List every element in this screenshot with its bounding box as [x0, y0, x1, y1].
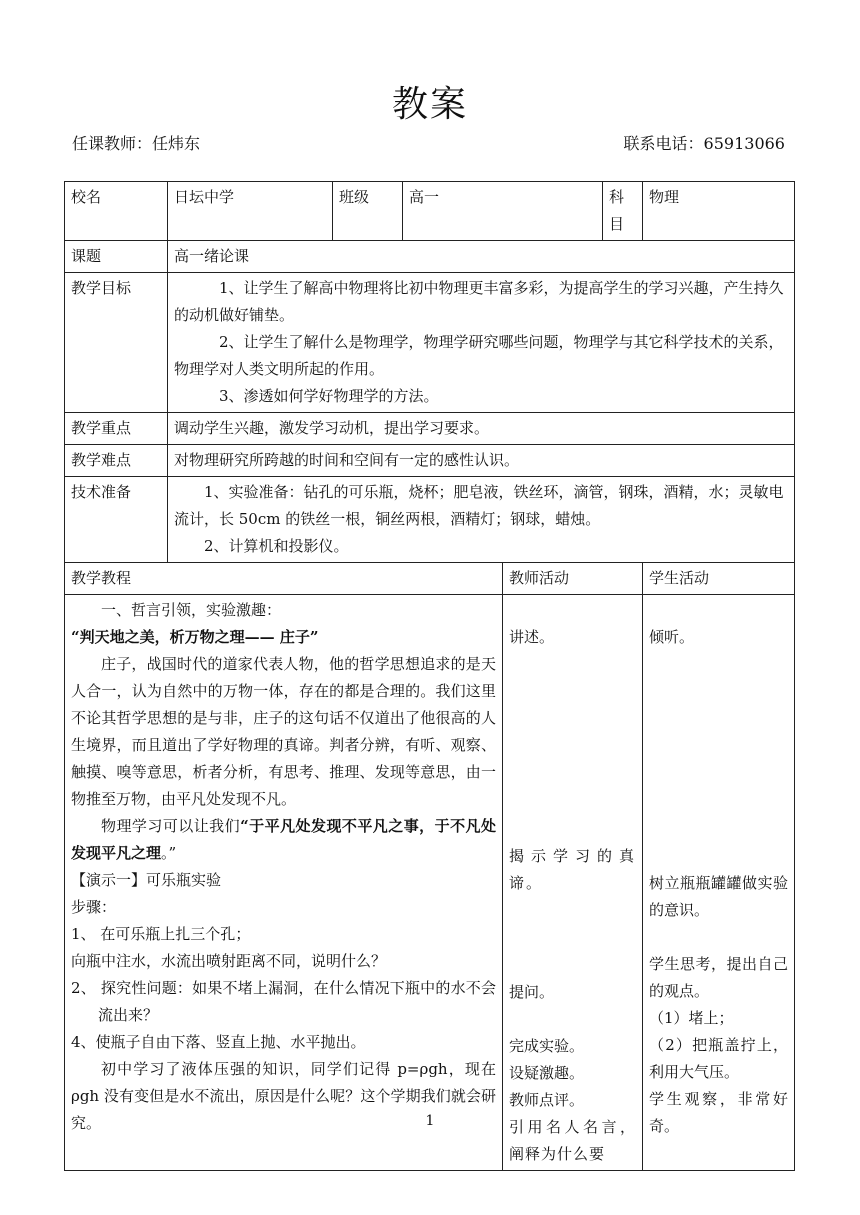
section-heading: 一、哲言引领，实验激趣： [101, 601, 282, 619]
paragraph-zhuangzi: 庄子，战国时代的道家代表人物，他的哲学思想追求的是天人合一，认为自然中的万物一体，存在的都是合理的。我们这里不论其哲学思想的是与非，庄子的这句话不仅道出了他很高的人生境界，而且道出了学好物理的真谛。判者分辨，有听、观察、触摸、嗅等意思，析者分析，有思考、推理、发现等意思，由一物推至万物，由平凡处发现不凡。 [71, 655, 496, 808]
demo-title: 【演示一】可乐瓶实验 [71, 871, 222, 889]
teacher-activities [503, 595, 643, 1171]
goal-1: 1、让学生了解高中物理将比初中物理更丰富多彩，为提高学生的学习兴趣，产生持久的动机做好铺垫。 [174, 279, 784, 324]
topic-row [65, 241, 795, 273]
contact-phone: 联系电话：65913066 [623, 134, 785, 153]
teacher-activity-7: 引用名人名言，阐释为什么要 [509, 1118, 637, 1163]
info-row [65, 182, 795, 241]
student-activity-1: 倾听。 [649, 628, 695, 646]
class-value: 高一 [403, 182, 603, 241]
page-number: 1 [425, 1113, 435, 1129]
student-activity-6: 学生观察，非常好奇。 [649, 1090, 789, 1135]
tech-row [65, 477, 795, 563]
step-1b: 向瓶中注水，水流出喷射距离不同，说明什么？ [71, 952, 387, 970]
teacher-name: 任课教师：任炜东 [72, 134, 201, 153]
step-2: 2、 探究性问题：如果不堵上漏洞，在什么情况下瓶中的水不会流出来？ [71, 979, 496, 1024]
process-header: 教学教程 [65, 563, 503, 595]
tech-label: 技术准备 [65, 477, 168, 563]
teacher-activity-3: 提问。 [509, 983, 555, 1001]
subject-label: 科目 [603, 182, 643, 241]
difficulty-value: 对物理研究所跨越的时间和空间有一定的感性认识。 [168, 445, 795, 477]
class-label: 班级 [333, 182, 403, 241]
student-activity-5: （2）把瓶盖拧上，利用大气压。 [649, 1036, 789, 1081]
topic-label: 课题 [65, 241, 168, 273]
key-value: 调动学生兴趣，激发学习动机，提出学习要求。 [168, 413, 795, 445]
school-value: 日坛中学 [168, 182, 333, 241]
process-header-row [65, 563, 795, 595]
tech-content [168, 477, 795, 563]
teacher-activity-4: 完成实验。 [509, 1037, 585, 1055]
student-activity-3: 学生思考，提出自己的观点。 [649, 955, 789, 1000]
goals-row [65, 273, 795, 413]
key-point-row [65, 413, 795, 445]
difficulty-label: 教学难点 [65, 445, 168, 477]
teacher-activity-2: 揭示学习的真谛。 [509, 847, 637, 892]
school-label: 校名 [65, 182, 168, 241]
goal-3: 3、渗透如何学好物理学的方法。 [219, 387, 439, 405]
topic-value: 高一绪论课 [168, 241, 795, 273]
key-label: 教学重点 [65, 413, 168, 445]
student-activity-4: （1）堵上； [649, 1009, 734, 1027]
lesson-process [65, 595, 503, 1171]
step-4: 4、使瓶子自由下落、竖直上抛、水平抛出。 [71, 1033, 366, 1051]
steps-label: 步骤： [71, 898, 117, 916]
step-1: 1、 在可乐瓶上扎三个孔； [71, 925, 251, 943]
goals-label: 教学目标 [65, 273, 168, 413]
student-activities [643, 595, 795, 1171]
tech-item-1: 1、实验准备：钻孔的可乐瓶，烧杯；肥皂液，铁丝环，滴管，钢珠，酒精，水；灵敏电流计，长 50cm 的铁丝一根，铜丝两根，酒精灯；钢球，蜡烛。 [174, 483, 784, 528]
subject-value: 物理 [643, 182, 795, 241]
zhuangzi-quote: “判天地之美，析万物之理—— 庄子” [71, 628, 319, 646]
difficulty-row [65, 445, 795, 477]
student-activity-header: 学生活动 [643, 563, 795, 595]
goal-2: 2、让学生了解什么是物理学，物理学研究哪些问题，物理学与其它科学技术的关系，物理学对人类文明所起的作用。 [174, 333, 784, 378]
paragraph-pressure: 初中学习了液体压强的知识，同学们记得 p=ρgh，现在ρgh 没有变但是水不流出，原因是什么呢？这个学期我们就会研究。 [71, 1060, 496, 1132]
teacher-activity-header: 教师活动 [503, 563, 643, 595]
lesson-plan-table [64, 181, 795, 1171]
paragraph-physics: 物理学习可以让我们“于平凡处发现不平凡之事，于不凡处发现平凡之理。” [71, 817, 496, 862]
goals-content [168, 273, 795, 413]
process-body-row [65, 595, 795, 1171]
student-activity-2: 树立瓶瓶罐罐做实验的意识。 [649, 874, 789, 919]
teacher-activity-6: 教师点评。 [509, 1091, 585, 1109]
tech-item-2: 2、计算机和投影仪。 [204, 537, 349, 555]
teacher-activity-1: 讲述。 [509, 628, 555, 646]
teacher-activity-5: 设疑激趣。 [509, 1064, 585, 1082]
page-title: 教案 [391, 84, 468, 125]
